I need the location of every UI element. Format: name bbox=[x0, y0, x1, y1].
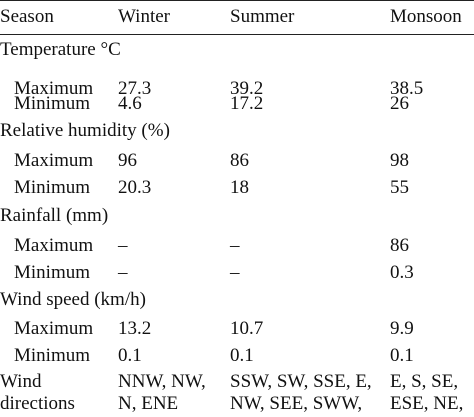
cell-monsoon: 86 bbox=[390, 235, 409, 256]
table-row-wind-directions bbox=[0, 368, 474, 417]
cell-winter: 0.1 bbox=[118, 345, 142, 366]
table-row bbox=[0, 258, 474, 288]
row-label: Minimum bbox=[14, 177, 91, 198]
table-row bbox=[0, 173, 474, 203]
table-row bbox=[0, 231, 474, 261]
table-row-temp-min bbox=[0, 89, 474, 119]
cell-monsoon: 26 bbox=[390, 93, 409, 114]
cell-line: N, ENE bbox=[118, 393, 179, 414]
row-label: Maximum bbox=[14, 235, 94, 256]
section-humidity bbox=[0, 116, 474, 146]
cell-line: E, S, SE, bbox=[390, 371, 459, 392]
cell-winter: 20.3 bbox=[118, 177, 152, 198]
row-label-line: directions bbox=[0, 393, 75, 414]
row-label bbox=[0, 371, 75, 415]
cell-monsoon: 55 bbox=[390, 177, 409, 198]
cell-summer: 39.2 bbox=[230, 78, 264, 99]
cell-line: SSW, SW, SSE, E, bbox=[230, 371, 372, 392]
header-winter: Winter bbox=[118, 6, 170, 27]
cell-summer: – bbox=[230, 235, 240, 256]
table-top-rule bbox=[0, 0, 474, 1]
section-title: Temperature °C bbox=[0, 39, 121, 60]
cell-winter: – bbox=[118, 262, 128, 283]
cell-winter: 13.2 bbox=[118, 318, 152, 339]
row-label: Maximum bbox=[14, 150, 94, 171]
cell-winter: 96 bbox=[118, 150, 137, 171]
cell-monsoon: 9.9 bbox=[390, 318, 414, 339]
cell-monsoon: 38.5 bbox=[390, 78, 424, 99]
section-title: Relative humidity (%) bbox=[0, 120, 170, 141]
cell-monsoon: 0.3 bbox=[390, 262, 414, 283]
table-row bbox=[0, 146, 474, 176]
section-rainfall bbox=[0, 201, 474, 231]
table-row bbox=[0, 314, 474, 344]
cell-winter bbox=[118, 371, 206, 415]
header-season: Season bbox=[0, 6, 54, 27]
section-temperature bbox=[0, 35, 474, 65]
cell-summer: 0.1 bbox=[230, 345, 254, 366]
cell-winter: 4.6 bbox=[118, 93, 142, 114]
cell-summer: – bbox=[230, 262, 240, 283]
cell-monsoon: 0.1 bbox=[390, 345, 414, 366]
row-label: Minimum bbox=[14, 93, 91, 114]
cell-summer: 17.2 bbox=[230, 93, 264, 114]
table-header-row bbox=[0, 2, 474, 32]
row-label: Minimum bbox=[14, 262, 91, 283]
header-monsoon: Monsoon bbox=[390, 6, 462, 27]
row-label-line: Wind bbox=[0, 371, 42, 392]
row-label: Minimum bbox=[14, 345, 91, 366]
cell-line: ESE, NE, bbox=[390, 393, 464, 414]
section-title: Rainfall (mm) bbox=[0, 205, 109, 226]
cell-monsoon: 98 bbox=[390, 150, 409, 171]
table-row bbox=[0, 341, 474, 371]
cell-winter: – bbox=[118, 235, 128, 256]
header-summer: Summer bbox=[230, 6, 295, 27]
cell-line: NNW, NW, bbox=[118, 371, 206, 392]
cell-summer: 86 bbox=[230, 150, 249, 171]
cell-summer bbox=[230, 371, 372, 415]
cell-summer: 10.7 bbox=[230, 318, 264, 339]
section-wind-speed bbox=[0, 285, 474, 315]
cell-winter: 27.3 bbox=[118, 78, 152, 99]
row-label: Maximum bbox=[14, 318, 94, 339]
row-label: Maximum bbox=[14, 78, 94, 99]
cell-monsoon bbox=[390, 371, 463, 415]
section-title: Wind speed (km/h) bbox=[0, 289, 146, 310]
cell-summer: 18 bbox=[230, 177, 249, 198]
cell-line: NW, SEE, SWW, bbox=[230, 393, 363, 414]
